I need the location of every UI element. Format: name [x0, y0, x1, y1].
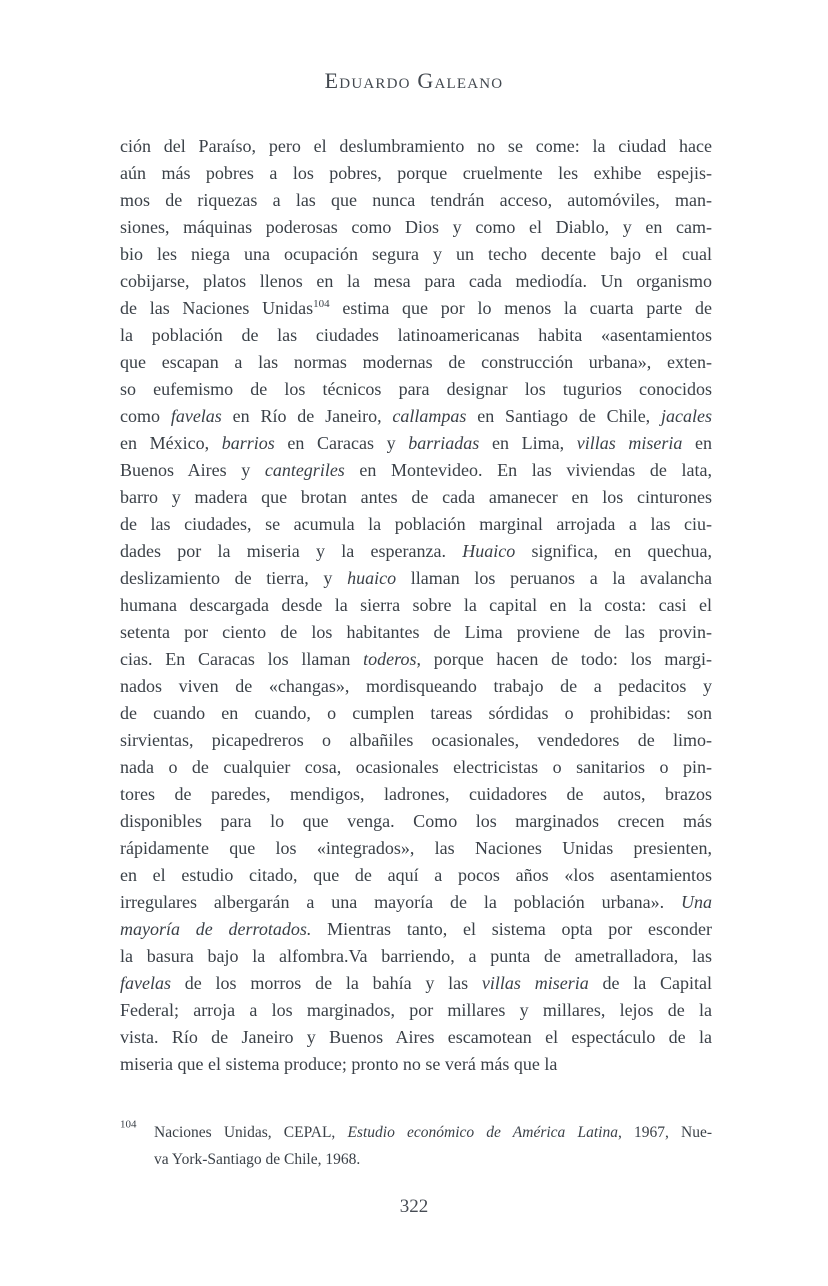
text-run: so eufemismo de los técnicos para designar los tugurios conocidos — [120, 379, 712, 399]
italic-text-run: favelas — [170, 406, 222, 426]
text-run: Mientras tanto, el sistema opta por esconder — [311, 919, 712, 939]
text-run: bio les niega una ocupación segura y un techo decente bajo el cual — [120, 244, 712, 264]
body-line — [120, 943, 712, 970]
text-run: mos de riquezas a las que nunca tendrán acceso, automóviles, man- — [120, 190, 712, 210]
text-run: en México, — [120, 433, 222, 453]
italic-text-run: villas miseria — [481, 973, 589, 993]
body-line — [120, 700, 712, 727]
italic-text-run: Una — [681, 892, 712, 912]
body-line — [120, 160, 712, 187]
italic-text-run: Estudio económico de América Latina — [347, 1124, 618, 1141]
text-run: en Río de Janeiro, — [221, 406, 393, 426]
text-run: en Montevideo. En las viviendas de lata, — [344, 460, 712, 480]
text-run: , porque hacen de todo: los margi- — [416, 649, 712, 669]
text-run: en Caracas y — [274, 433, 409, 453]
text-run: en el estudio citado, que de aquí a pocos años «los asentamientos — [120, 865, 712, 885]
text-run: , 1967, Nue- — [617, 1124, 712, 1141]
body-line — [120, 376, 712, 403]
running-header-author: Eduardo Galeano — [324, 68, 504, 93]
text-run: vista. Río de Janeiro y Buenos Aires escamotean el espectáculo de la — [120, 1027, 712, 1047]
text-run: cobijarse, platos llenos en la mesa para cada mediodía. Un organismo — [120, 271, 712, 291]
body-line — [120, 916, 712, 943]
text-run: de los morros de la bahía y las — [171, 973, 482, 993]
body-line — [120, 970, 712, 997]
text-run: Federal; arroja a los marginados, por millares y millares, lejos de la — [120, 1000, 712, 1020]
text-run: irregulares albergarán a una mayoría de la población urbana». — [120, 892, 681, 912]
body-line — [120, 781, 712, 808]
body-line — [120, 241, 712, 268]
text-run: humana descargada desde la sierra sobre la capital en la costa: casi el — [120, 595, 712, 615]
text-run: sirvientas, picapedreros o albañiles ocasionales, vendedores de limo- — [120, 730, 712, 750]
text-run: de cuando en cuando, o cumplen tareas sórdidas o prohibidas: son — [120, 703, 712, 723]
text-run: de las ciudades, se acumula la población marginal arrojada a las ciu- — [120, 514, 712, 534]
italic-text-run: jacales — [661, 406, 713, 426]
text-run: estima que por lo menos la cuarta parte de — [329, 298, 712, 318]
body-line — [120, 511, 712, 538]
text-run: Naciones Unidas, CEPAL, — [154, 1124, 348, 1141]
footnote — [120, 1119, 712, 1173]
text-run: aún más pobres a los pobres, porque cruelmente les exhibe espejis- — [120, 163, 712, 183]
body-line — [120, 646, 712, 673]
footnote-reference: 104 — [313, 298, 330, 310]
text-run: que escapan a las normas modernas de construcción urbana», exten- — [120, 352, 712, 372]
italic-text-run: barriadas — [408, 433, 480, 453]
footnote-line — [154, 1146, 712, 1173]
body-line — [120, 565, 712, 592]
body-line — [120, 403, 712, 430]
text-run: setenta por ciento de los habitantes de Lima proviene de las provin- — [120, 622, 712, 642]
footnote-marker: 104 — [120, 1118, 137, 1131]
footnote-text — [154, 1119, 712, 1173]
italic-text-run: huaico — [347, 568, 397, 588]
text-run: rápidamente que los «integrados», las Naciones Unidas presienten, — [120, 838, 712, 858]
body-line — [120, 187, 712, 214]
text-run: deslizamiento de tierra, y — [120, 568, 348, 588]
body-line — [120, 1051, 712, 1078]
italic-text-run: barrios — [221, 433, 275, 453]
page-number: 322 — [399, 1196, 429, 1217]
text-run: cias. En Caracas los llaman — [120, 649, 364, 669]
text-run: barro y madera que brotan antes de cada amanecer en los cinturones — [120, 487, 712, 507]
italic-text-run: callampas — [392, 406, 467, 426]
text-run: en Lima, — [479, 433, 577, 453]
text-run: disponibles para lo que venga. Como los marginados crecen más — [120, 811, 712, 831]
text-run: va York-Santiago de Chile, 1968. — [154, 1151, 361, 1168]
text-run: significa, en quechua, — [515, 541, 713, 561]
body-line — [120, 592, 712, 619]
body-line — [120, 457, 712, 484]
body-line — [120, 322, 712, 349]
body-line — [120, 997, 712, 1024]
text-run: en Santiago de Chile, — [466, 406, 662, 426]
body-line — [120, 214, 712, 241]
text-run: dades por la miseria y la esperanza. — [120, 541, 463, 561]
text-run: Buenos Aires y — [120, 460, 265, 480]
italic-text-run: Huaico — [462, 541, 516, 561]
body-line — [120, 808, 712, 835]
text-run: la basura bajo la alfombra.Va barriendo, a punta de ametralladora, las — [120, 946, 712, 966]
body-text — [120, 133, 712, 1078]
footnote-line — [154, 1119, 712, 1146]
body-line — [120, 619, 712, 646]
italic-text-run: favelas — [120, 973, 171, 993]
body-line — [120, 430, 712, 457]
text-run: en — [682, 433, 712, 453]
body-line — [120, 673, 712, 700]
text-run: siones, máquinas poderosas como Dios y como el Diablo, y en cam- — [120, 217, 712, 237]
body-line — [120, 862, 712, 889]
text-run: nada o de cualquier cosa, ocasionales electricistas o sanitarios o pin- — [120, 757, 712, 777]
text-run: como — [120, 406, 171, 426]
body-line — [120, 1024, 712, 1051]
text-run: de la Capital — [588, 973, 712, 993]
body-line — [120, 754, 712, 781]
text-run: la población de las ciudades latinoamericanas habita «asentamientos — [120, 325, 712, 345]
italic-text-run: villas miseria — [576, 433, 683, 453]
text-run: nados viven de «changas», mordisqueando trabajo de a pedacitos y — [120, 676, 712, 696]
text-run: ción del Paraíso, pero el deslumbramiento no se come: la ciudad hace — [120, 136, 712, 156]
text-run: llaman los peruanos a la avalancha — [396, 568, 712, 588]
footnote-marker-column — [120, 1119, 154, 1139]
body-line — [120, 538, 712, 565]
italic-text-run: mayoría de derrotados. — [120, 919, 312, 939]
body-line — [120, 295, 712, 322]
text-run: miseria que el sistema produce; pronto no se verá más que la — [120, 1054, 558, 1074]
italic-text-run: cantegriles — [264, 460, 345, 480]
text-run: de las Naciones Unidas — [120, 298, 314, 318]
body-line — [120, 727, 712, 754]
body-line — [120, 268, 712, 295]
body-line — [120, 484, 712, 511]
body-line — [120, 889, 712, 916]
body-line — [120, 349, 712, 376]
body-line — [120, 835, 712, 862]
text-run: tores de paredes, mendigos, ladrones, cuidadores de autos, brazos — [120, 784, 712, 804]
italic-text-run: toderos — [363, 649, 417, 669]
body-line — [120, 133, 712, 160]
